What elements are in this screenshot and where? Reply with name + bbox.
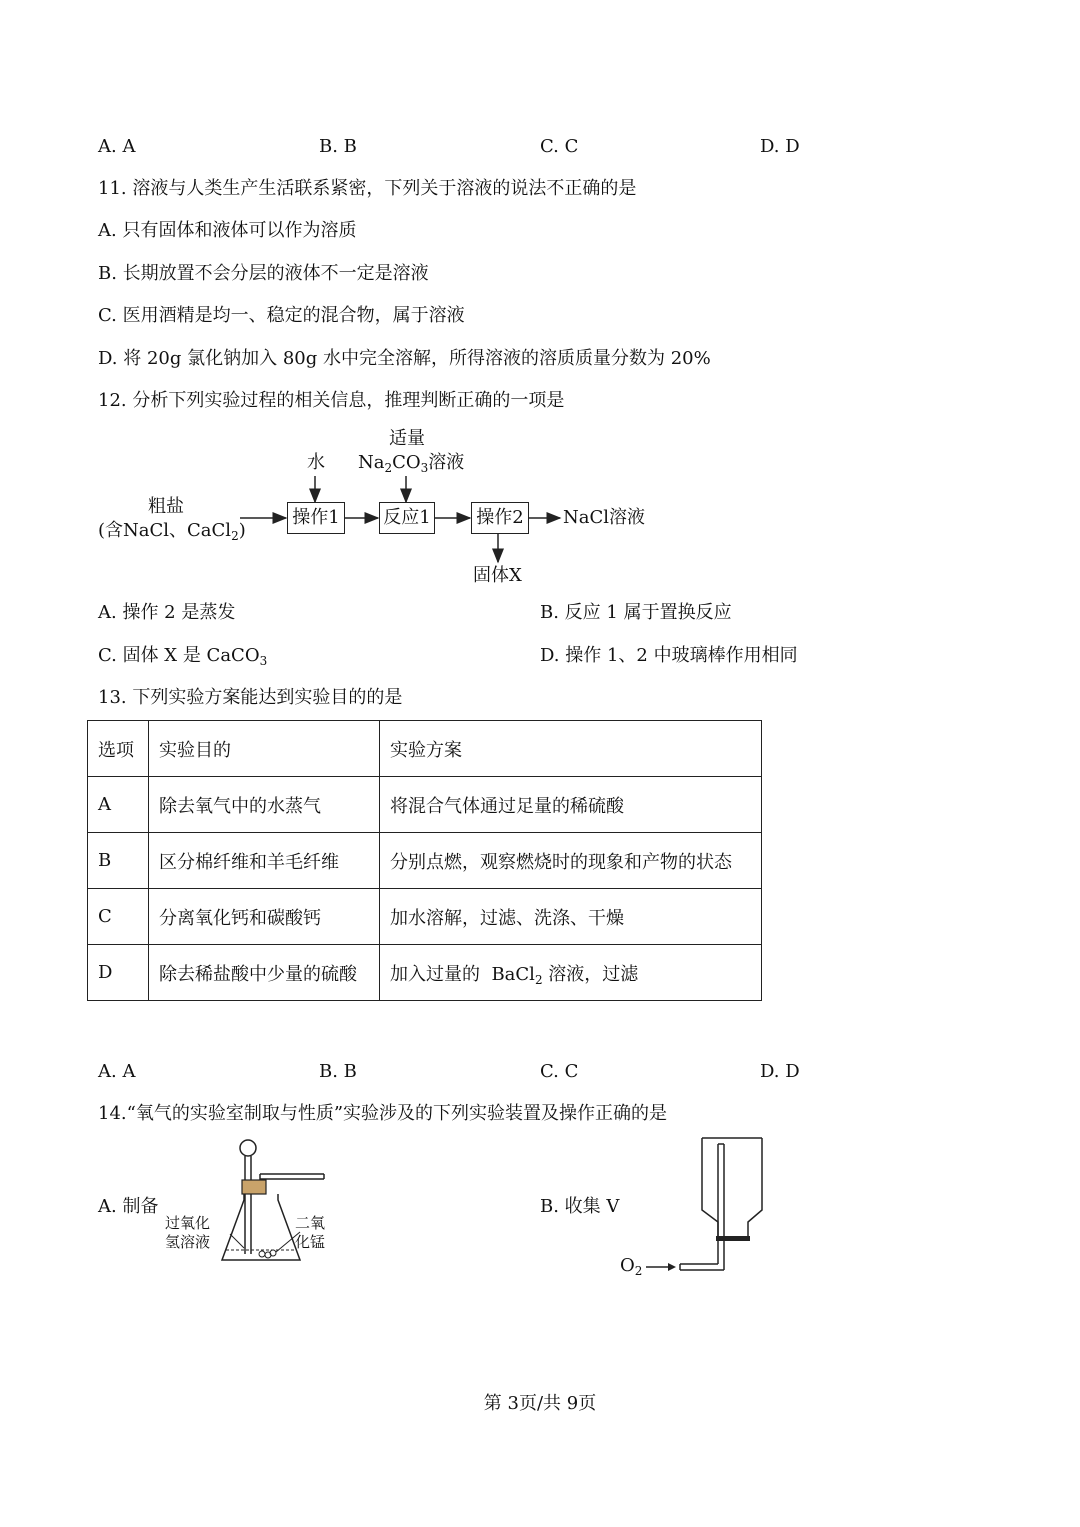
row-plan: 加水溶解，过滤、洗涤、干燥 [380, 889, 762, 945]
q13-option-b: B. B [319, 1061, 357, 1082]
q11-option-c: C. 医用酒精是均一、稳定的混合物，属于溶液 [98, 305, 465, 326]
q12-option-b: B. 反应 1 属于置换反应 [540, 602, 732, 623]
flow-output: NaCl溶液 [563, 507, 646, 528]
q12-option-a: A. 操作 2 是蒸发 [98, 602, 236, 623]
label-hydrogen-peroxide-2: 氢溶液 [165, 1233, 211, 1251]
q14-option-b: B. 收集 V [540, 1196, 620, 1217]
q10-option-b: B. B [319, 136, 357, 157]
q10-options [0, 136, 1080, 158]
row-option: B [88, 833, 149, 889]
table-header-row [88, 721, 762, 777]
flow-water-label: 水 [307, 452, 325, 473]
row-goal: 除去氧气中的水蒸气 [149, 777, 380, 833]
q12-flowchart [0, 420, 1080, 590]
flow-step3-box: 操作2 [471, 502, 529, 534]
flask-apparatus-illustration [200, 1136, 350, 1276]
label-mno2-2: 化锰 [295, 1233, 326, 1251]
table-row [88, 889, 762, 945]
q13-option-c: C. C [540, 1061, 579, 1082]
row-goal: 分离氧化钙和碳酸钙 [149, 889, 380, 945]
row-option: C [88, 889, 149, 945]
table-row [88, 945, 762, 1001]
q11-option-a: A. 只有固体和液体可以作为溶质 [98, 220, 357, 241]
gas-label-o2: $O_2$ [620, 1255, 643, 1278]
q10-option-d: D. D [760, 136, 800, 157]
gas-collection-illustration [640, 1136, 790, 1281]
flow-solid: 固体X [473, 565, 522, 586]
q12-stem: 12. 分析下列实验过程的相关信息，推理判断正确的一项是 [98, 390, 565, 411]
flow-reagent-line2: $Na_2CO_3$溶液 [358, 452, 465, 475]
label-mno2-1: 二氧 [295, 1214, 326, 1232]
q14-option-a: A. 制备 [98, 1196, 159, 1217]
table-row [88, 833, 762, 889]
q11-stem: 11. 溶液与人类生产生活联系紧密，下列关于溶液的说法不正确的是 [98, 178, 637, 199]
q10-option-c: C. C [540, 136, 579, 157]
q13-stem: 13. 下列实验方案能达到实验目的的是 [98, 687, 403, 708]
row-plan: 加入过量的 BaCl$_2$ 溶液，过滤 [380, 945, 762, 1001]
q13-option-a: A. A [98, 1061, 136, 1082]
q13-options [0, 1061, 1080, 1083]
row-goal: 除去稀盐酸中少量的硫酸 [149, 945, 380, 1001]
flow-arrows [0, 420, 1080, 590]
q11-option-d: D. 将 20g 氯化钠加入 80g 水中完全溶解，所得溶液的溶质质量分数为 20% [98, 348, 711, 369]
flow-input-line2: (含NaCl、CaCl$_2$) [98, 520, 246, 543]
header-option: 选项 [88, 721, 149, 777]
label-hydrogen-peroxide-1: 过氧化 [165, 1214, 211, 1232]
row-plan: 将混合气体通过足量的稀硫酸 [380, 777, 762, 833]
q11-option-b: B. 长期放置不会分层的液体不一定是溶液 [98, 263, 429, 284]
flow-input-line1: 粗盐 [148, 496, 184, 517]
q13-table [87, 720, 762, 1001]
q12-option-c: C. 固体 X 是 CaCO$_3$ [98, 645, 268, 668]
q13-option-d: D. D [760, 1061, 800, 1082]
q14-stem: 14.“氧气的实验室制取与性质”实验涉及的下列实验装置及操作正确的是 [98, 1103, 668, 1124]
flow-reagent-line1: 适量 [389, 428, 425, 449]
page-number: 第 3页/共 9页 [483, 1393, 597, 1414]
row-option: D [88, 945, 149, 1001]
flow-step2-box: 反应1 [379, 502, 435, 534]
q10-option-a: A. A [98, 136, 136, 157]
flow-step1-box: 操作1 [287, 502, 345, 534]
header-goal: 实验目的 [149, 721, 380, 777]
q12-option-d: D. 操作 1、2 中玻璃棒作用相同 [540, 645, 798, 666]
row-plan: 分别点燃，观察燃烧时的现象和产物的状态 [380, 833, 762, 889]
row-option: A [88, 777, 149, 833]
header-plan: 实验方案 [380, 721, 762, 777]
table-row [88, 777, 762, 833]
row-goal: 区分棉纤维和羊毛纤维 [149, 833, 380, 889]
